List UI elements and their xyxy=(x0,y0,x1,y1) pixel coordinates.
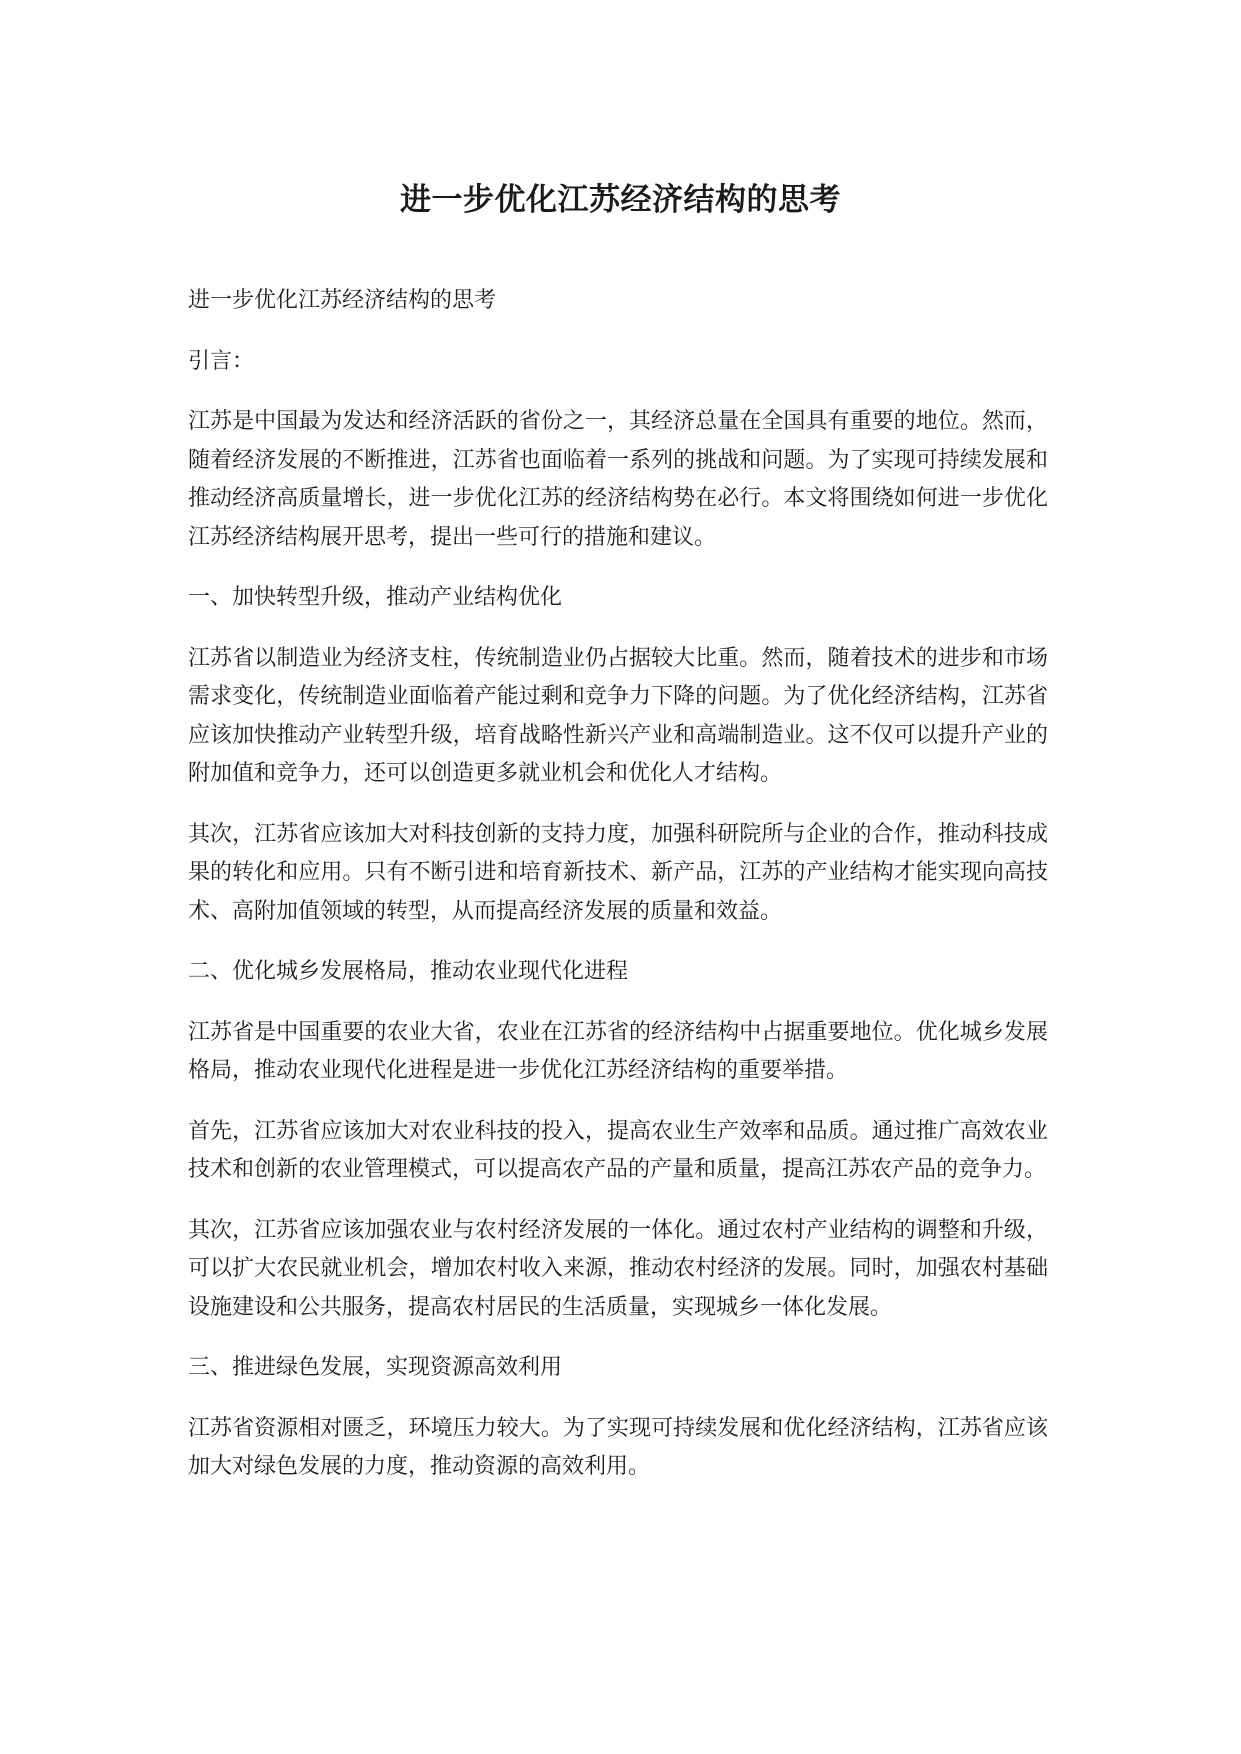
section-heading-2: 二、优化城乡发展格局，推动农业现代化进程 xyxy=(188,959,629,984)
body-paragraph: 江苏省资源相对匮乏，环境压力较大。为了实现可持续发展和优化经济结构，江苏省应该加大对绿色发展的力度，推动资源的高效利用。 xyxy=(188,1415,1048,1479)
body-paragraph: 首先，江苏省应该加大对农业科技的投入，提高农业生产效率和品质。通过推广高效农业技术和创新的农业管理模式，可以提高农产品的产量和质量，提高江苏农产品的竞争力。 xyxy=(188,1118,1048,1182)
intro-paragraph: 江苏是中国最为发达和经济活跃的省份之一，其经济总量在全国具有重要的地位。然而，随着经济发展的不断推进，江苏省也面临着一系列的挑战和问题。为了实现可持续发展和推动经济高质量增长，进一步优化江苏的经济结构势在必行。本文将围绕如何进一步优化江苏经济结构展开思考，提出一些可行的措施和建议。 xyxy=(188,409,1048,550)
body-paragraph: 其次，江苏省应该加强农业与农村经济发展的一体化。通过农村产业结构的调整和升级，可以扩大农民就业机会，增加农村收入来源，推动农村经济的发展。同时，加强农村基础设施建设和公共服务，提高农村居民的生活质量，实现城乡一体化发展。 xyxy=(188,1217,1048,1320)
document-body xyxy=(188,282,1048,1509)
body-paragraph: 其次，江苏省应该加大对科技创新的支持力度，加强科研院所与企业的合作，推动科技成果的转化和应用。只有不断引进和培育新技术、新产品，江苏的产业结构才能实现向高技术、高附加值领域的转型，从而提高经济发展的质量和效益。 xyxy=(188,821,1048,924)
body-paragraph: 江苏省是中国重要的农业大省，农业在江苏省的经济结构中占据重要地位。优化城乡发展格局，推动农业现代化进程是进一步优化江苏经济结构的重要举措。 xyxy=(188,1019,1048,1083)
subtitle-paragraph: 进一步优化江苏经济结构的思考 xyxy=(188,288,497,313)
section-heading-3: 三、推进绿色发展，实现资源高效利用 xyxy=(188,1355,563,1380)
intro-heading: 引言： xyxy=(188,348,255,374)
section-heading-1: 一、加快转型升级，推动产业结构优化 xyxy=(188,585,563,610)
document-title: 进一步优化江苏经济结构的思考 xyxy=(400,182,841,218)
body-paragraph: 江苏省以制造业为经济支柱，传统制造业仍占据较大比重。然而，随着技术的进步和市场需求变化，传统制造业面临着产能过剩和竞争力下降的问题。为了优化经济结构，江苏省应该加快推动产业转型升级，培育战略性新兴产业和高端制造业。这不仅可以提升产业的附加值和竞争力，还可以创造更多就业机会和优化人才结构。 xyxy=(188,645,1048,786)
